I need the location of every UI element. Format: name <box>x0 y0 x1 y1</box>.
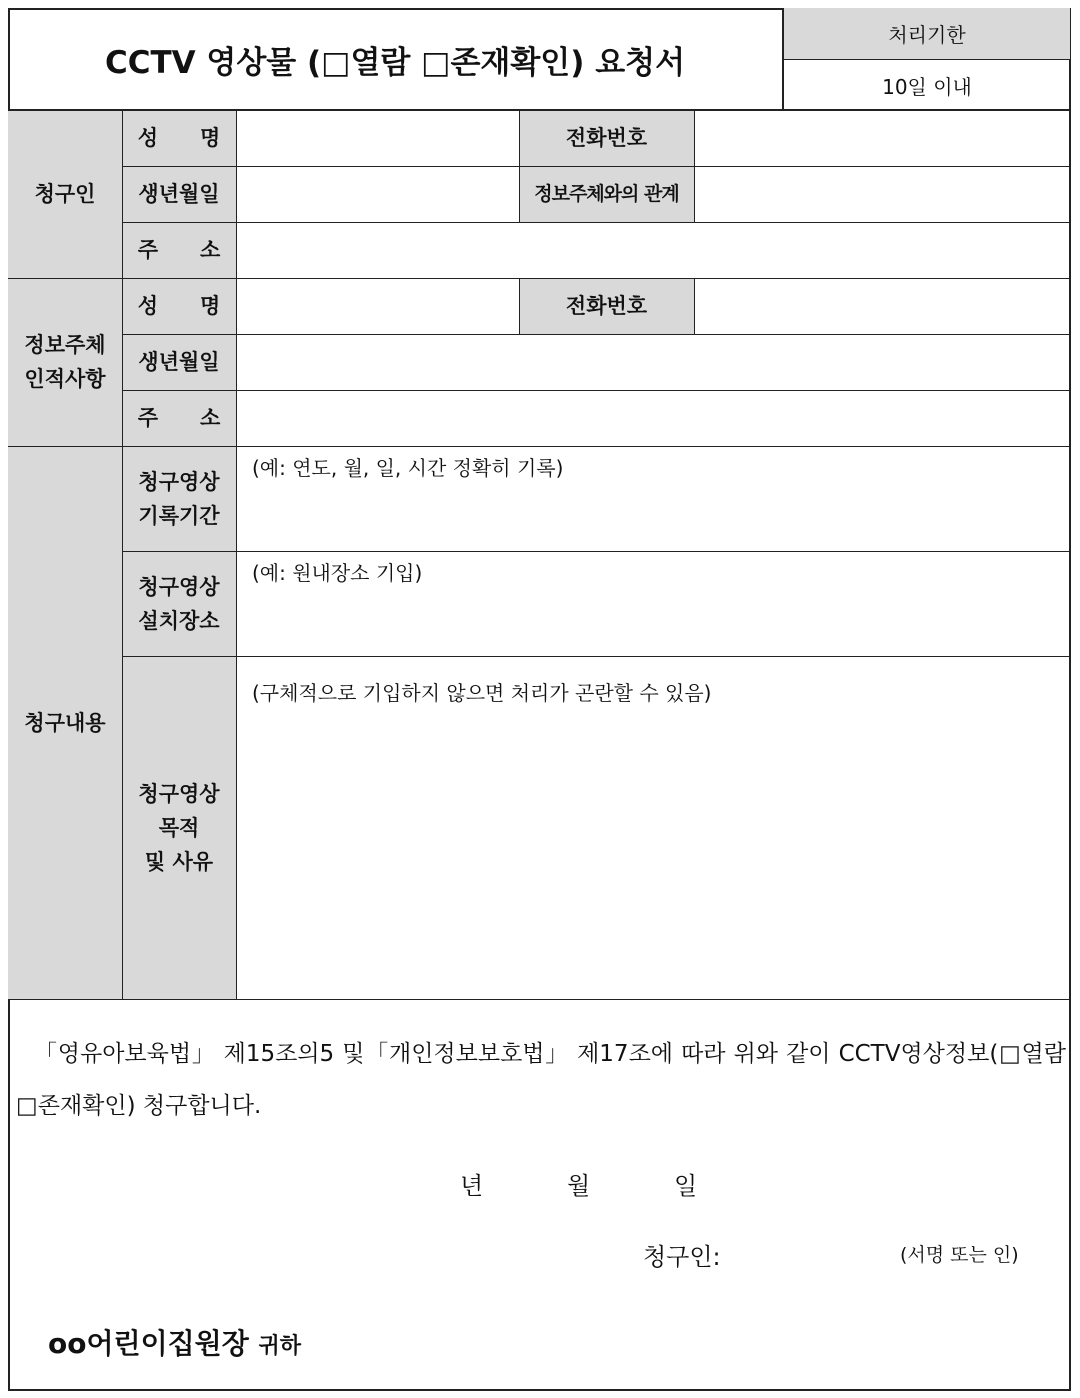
date-day: 일 <box>674 1172 698 1200</box>
date-year: 년 <box>460 1172 484 1200</box>
requester-section: 청구인 <box>8 110 122 278</box>
form-title: CCTV 영상물 (□열람 □존재확인) 요청서 <box>104 44 686 81</box>
recipient <box>48 1322 301 1362</box>
requester-relation-field[interactable] <box>694 166 1070 222</box>
place-label: 청구영상 설치장소 <box>122 551 236 656</box>
subject-phone-field[interactable] <box>694 278 1070 334</box>
requester-address-field[interactable] <box>236 222 1070 278</box>
requester-name-field[interactable] <box>236 110 519 166</box>
recipient-suffix: 귀하 <box>258 1334 302 1359</box>
requester-birth-label: 생년월일 <box>122 166 236 222</box>
purpose-label: 청구영상 목적 및 사유 <box>122 656 236 1000</box>
subject-birth-field[interactable] <box>236 334 1070 390</box>
period-hint: (예: 연도, 월, 일, 시간 정확히 기록) <box>252 456 564 480</box>
subject-phone-label: 전화번호 <box>519 278 694 334</box>
deadline-label: 처리기한 <box>782 8 1070 60</box>
date-month: 월 <box>567 1172 591 1200</box>
subject-address-label: 주 소 <box>122 390 236 446</box>
place-hint: (예: 원내장소 기입) <box>252 561 423 585</box>
requester-phone-label: 전화번호 <box>519 110 694 166</box>
requester-birth-field[interactable] <box>236 166 519 222</box>
statement-text: 「영유아보육법」 제15조의5 및「개인정보보호법」 제17조에 따라 위와 같이 CCTV영상정보(□열람 □존재확인) 청구합니다. <box>16 1041 1066 1119</box>
requester-address-label: 주 소 <box>122 222 236 278</box>
period-label: 청구영상 기록기간 <box>122 446 236 551</box>
purpose-hint: (구체적으로 기입하지 않으면 처리가 곤란할 수 있음) <box>252 681 712 705</box>
subject-section: 정보주체 인적사항 <box>8 278 122 446</box>
sign-hint: (서명 또는 인) <box>900 1244 1019 1266</box>
requester-name-label: 성 명 <box>122 110 236 166</box>
recipient-name: oo어린이집원장 <box>48 1327 249 1360</box>
subject-name-field[interactable] <box>236 278 519 334</box>
requester-relation-label: 정보주체와의 관계 <box>519 166 694 222</box>
subject-name-label: 성 명 <box>122 278 236 334</box>
deadline-value: 10일 이내 <box>782 60 1070 110</box>
content-section: 청구내용 <box>8 446 122 1000</box>
signer-label: 청구인: <box>643 1243 721 1271</box>
subject-address-field[interactable] <box>236 390 1070 446</box>
requester-phone-field[interactable] <box>694 110 1070 166</box>
subject-birth-label: 생년월일 <box>122 334 236 390</box>
